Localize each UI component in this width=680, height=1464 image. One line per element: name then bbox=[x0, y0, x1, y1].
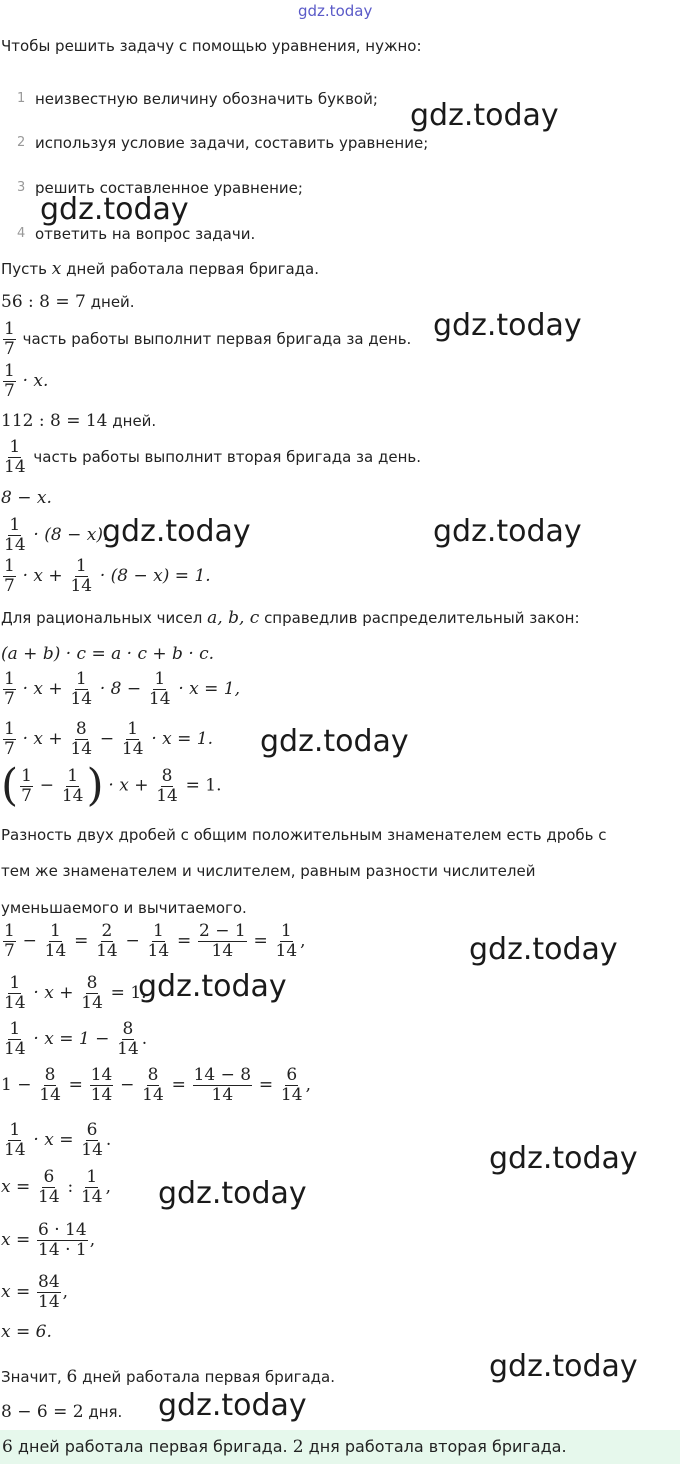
watermark: gdz.today bbox=[102, 514, 251, 549]
math-expr: · x. bbox=[22, 371, 49, 391]
watermark: gdz.today bbox=[433, 308, 582, 343]
fraction: $\frac{6}{14}$ bbox=[81, 1120, 103, 1160]
second-rate-line bbox=[1, 438, 421, 477]
first-expr-line bbox=[1, 362, 48, 401]
math-expr: = 1. bbox=[110, 983, 147, 1003]
fraction: $\frac{1}{7}$ bbox=[4, 319, 15, 359]
fraction: $\frac{1}{14}$ bbox=[80, 1167, 103, 1207]
step-text: решить составленное уравнение; bbox=[35, 179, 303, 197]
fraction: $\frac{1}{14}$ bbox=[275, 921, 298, 961]
watermark: gdz.today bbox=[489, 1141, 638, 1176]
math-expr: · x + bbox=[22, 679, 63, 699]
watermark: gdz.today bbox=[489, 1349, 638, 1384]
equation-2 bbox=[1, 670, 240, 709]
math-expr: x = 6. bbox=[1, 1322, 52, 1342]
watermark: gdz.today bbox=[158, 1388, 307, 1423]
step-text: неизвестную величину обозначить буквой; bbox=[35, 90, 378, 108]
math-expr: − bbox=[125, 931, 140, 951]
rule-line-2: тем же знаменателем и числителем, равным разности числителей bbox=[1, 862, 536, 880]
equation-7: $\frac{1}{14}$ · x = 1 − $\frac{8}{14}$ . bbox=[4, 1019, 148, 1059]
text: часть работы выполнит вторая бригада за день. bbox=[33, 448, 422, 466]
equation-12: x = $\frac{84}{14}$ , bbox=[1, 1272, 69, 1312]
equation-10: x = $\frac{6}{14}$ : $\frac{1}{14}$ , bbox=[1, 1167, 112, 1207]
math-expr: x = bbox=[1, 1230, 31, 1250]
rule-line-1: Разность двух дробей с общим положительным знаменателем есть дробь с bbox=[1, 826, 607, 844]
math-expr: · x = 1 − bbox=[33, 1029, 110, 1049]
calc-56-8 bbox=[1, 292, 135, 312]
fraction: $\frac{1}{7}$ bbox=[4, 921, 15, 961]
math-expr: = bbox=[253, 931, 268, 951]
fraction: $\frac{6 \cdot 14}{14 \cdot 1}$ bbox=[38, 1220, 87, 1260]
fraction: $\frac{1}{7}$ bbox=[4, 556, 15, 596]
fraction: $\frac{1}{7}$ bbox=[4, 361, 15, 401]
math-var: x bbox=[51, 259, 62, 279]
answer-text: дней работала первая бригада. bbox=[17, 1437, 288, 1456]
math-expr: : bbox=[67, 1177, 74, 1197]
fraction: $\frac{1}{14}$ bbox=[147, 921, 170, 961]
text: дня. bbox=[88, 1403, 123, 1421]
fraction: $\frac{84}{14}$ bbox=[38, 1272, 60, 1312]
watermark: gdz.today bbox=[260, 724, 409, 759]
math-expr: = bbox=[258, 1075, 274, 1095]
watermark: gdz.today bbox=[469, 932, 618, 967]
text: Значит, bbox=[1, 1368, 62, 1386]
equation-5: $\frac{1}{7}$ − $\frac{1}{14}$ = $\frac{2}{14}$ − $\frac{1}{14}$ = $\frac{2 - 1}{14}$ = $\frac{1}{14}$ , bbox=[4, 921, 306, 961]
math-expr: 8 − x. bbox=[1, 488, 52, 508]
math-expr: 1 − bbox=[1, 1075, 32, 1095]
math-expr: − bbox=[120, 1075, 135, 1095]
math-expr: · x = 1, bbox=[178, 679, 241, 699]
math-expr: 56 : 8 = 7 bbox=[1, 292, 86, 312]
text: дней. bbox=[90, 293, 135, 311]
fraction: $\frac{8}{14}$ bbox=[70, 719, 93, 759]
fraction: $\frac{1}{7}$ bbox=[4, 719, 15, 759]
math-expr: (a + b) · c = a · c + b · c. bbox=[1, 644, 215, 664]
watermark-top: gdz.today bbox=[298, 2, 373, 20]
equation-4: ( $\frac{1}{7}$ − $\frac{1}{14}$ ) · x + $\frac{8}{14}$ = 1. bbox=[1, 760, 222, 811]
equation-11: x = $\frac{6 \cdot 14}{14 \cdot 1}$ , bbox=[1, 1220, 96, 1260]
calc-8-6 bbox=[1, 1402, 122, 1422]
math-expr: · x + bbox=[22, 729, 63, 749]
fraction: $\frac{6}{14}$ bbox=[38, 1167, 60, 1207]
math-expr: = 1. bbox=[185, 775, 222, 796]
step-number: 3 bbox=[17, 180, 26, 195]
fraction: $\frac{1}{14}$ bbox=[121, 719, 144, 759]
math-num: 6 bbox=[66, 1367, 78, 1387]
fraction: $\frac{1}{14}$ bbox=[4, 515, 26, 555]
answer-number: 6 bbox=[2, 1437, 13, 1457]
math-expr: = bbox=[68, 1075, 83, 1095]
distributive-line bbox=[1, 608, 580, 628]
text: дней. bbox=[112, 412, 157, 430]
fraction: $\frac{1}{14}$ bbox=[148, 669, 171, 709]
math-expr: · x = bbox=[33, 1130, 74, 1150]
expr-8-x bbox=[1, 488, 52, 508]
fraction: $\frac{8}{14}$ bbox=[39, 1065, 61, 1105]
math-expr: = bbox=[74, 931, 89, 951]
fraction: $\frac{1}{14}$ bbox=[61, 765, 84, 806]
text: дней работала первая бригада. bbox=[82, 1368, 335, 1386]
second-expr-line bbox=[1, 516, 108, 555]
math-expr: = bbox=[176, 931, 192, 951]
step-text: ответить на вопрос задачи. bbox=[35, 225, 256, 243]
step-text: используя условие задачи, составить уравнение; bbox=[35, 134, 429, 152]
equation-6 bbox=[1, 974, 147, 1013]
fraction: $\frac{1}{14}$ bbox=[70, 556, 93, 596]
step-number: 4 bbox=[17, 226, 26, 241]
math-expr: · (8 − x). bbox=[33, 525, 109, 545]
fraction: $\frac{8}{14}$ bbox=[117, 1019, 139, 1059]
fraction: $\frac{6}{14}$ bbox=[280, 1065, 303, 1105]
text: часть работы выполнит первая бригада за день. bbox=[22, 330, 412, 348]
fraction: $\frac{1}{14}$ bbox=[44, 921, 67, 961]
math-expr: · x = 1. bbox=[151, 729, 213, 749]
let-x-line bbox=[1, 259, 319, 279]
equation-8: 1 − $\frac{8}{14}$ = $\frac{14}{14}$ − $\frac{8}{14}$ = $\frac{14 - 8}{14}$ = $\frac{6}{14}$ , bbox=[1, 1065, 311, 1105]
watermark: gdz.today bbox=[40, 192, 189, 227]
equation-1 bbox=[1, 557, 211, 596]
math-expr: 8 − 6 = 2 bbox=[1, 1402, 84, 1422]
distributive-formula bbox=[1, 644, 214, 664]
fraction: $\frac{1}{14}$ bbox=[4, 973, 26, 1013]
math-var: a, b, c bbox=[207, 608, 260, 628]
rule-line-3: уменьшаемого и вычитаемого. bbox=[1, 899, 247, 917]
intro-text: Чтобы решить задачу с помощью уравнения, нужно: bbox=[1, 37, 422, 55]
fraction: $\frac{8}{14}$ bbox=[81, 973, 103, 1013]
fraction: $\frac{1}{14}$ bbox=[4, 1120, 26, 1160]
text: Пусть bbox=[1, 260, 47, 278]
calc-112-8 bbox=[1, 411, 156, 431]
math-expr: − bbox=[22, 931, 37, 951]
answer-text: дня работала вторая бригада. bbox=[308, 1437, 567, 1456]
fraction: $\frac{1}{14}$ bbox=[4, 1019, 26, 1059]
conclusion-line bbox=[1, 1367, 335, 1387]
fraction: $\frac{14 - 8}{14}$ bbox=[193, 1065, 252, 1105]
fraction: $\frac{8}{14}$ bbox=[142, 1065, 164, 1105]
watermark: gdz.today bbox=[138, 969, 287, 1004]
fraction: $\frac{1}{7}$ bbox=[4, 669, 15, 709]
equation-3 bbox=[1, 720, 213, 759]
answer-number: 2 bbox=[292, 1437, 304, 1457]
x-result bbox=[1, 1322, 52, 1342]
math-expr: = bbox=[171, 1075, 186, 1095]
fraction: $\frac{14}{14}$ bbox=[90, 1065, 113, 1105]
math-expr: − bbox=[99, 729, 115, 749]
fraction: $\frac{2 - 1}{14}$ bbox=[199, 921, 246, 961]
watermark: gdz.today bbox=[410, 98, 559, 133]
text: Для рациональных чисел bbox=[1, 609, 203, 627]
fraction: $\frac{2}{14}$ bbox=[96, 921, 118, 961]
first-rate-line bbox=[1, 320, 411, 359]
equation-9: $\frac{1}{14}$ · x = $\frac{6}{14}$ . bbox=[4, 1120, 112, 1160]
answer-box bbox=[0, 1430, 680, 1464]
step-number: 2 bbox=[17, 135, 26, 150]
math-expr: x = bbox=[1, 1177, 31, 1197]
fraction: $\frac{1}{7}$ bbox=[21, 765, 32, 806]
math-expr: 112 : 8 = 14 bbox=[1, 411, 108, 431]
text: справедлив распределительный закон: bbox=[264, 609, 580, 627]
text: дней работала первая бригада. bbox=[66, 260, 319, 278]
math-expr: · x + bbox=[22, 566, 63, 586]
math-expr: − bbox=[39, 775, 55, 796]
step-number: 1 bbox=[17, 91, 26, 106]
math-expr: · x + bbox=[33, 983, 74, 1003]
fraction: $\frac{1}{14}$ bbox=[4, 437, 26, 477]
math-expr: · 8 − bbox=[99, 679, 142, 699]
fraction: $\frac{1}{14}$ bbox=[70, 669, 93, 709]
math-expr: · x + bbox=[108, 775, 149, 796]
fraction: $\frac{8}{14}$ bbox=[156, 765, 178, 806]
watermark: gdz.today bbox=[158, 1176, 307, 1211]
math-expr: x = bbox=[1, 1282, 31, 1302]
watermark: gdz.today bbox=[433, 514, 582, 549]
math-expr: · (8 − x) = 1. bbox=[99, 566, 211, 586]
